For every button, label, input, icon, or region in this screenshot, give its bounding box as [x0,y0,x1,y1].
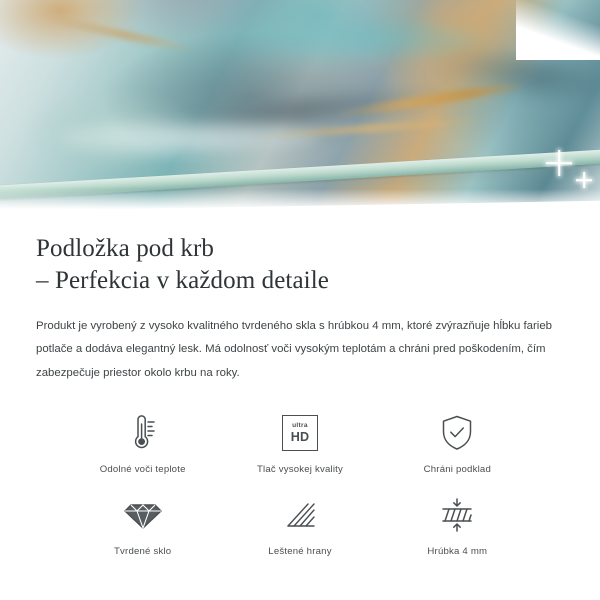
feature-label: Chráni podklad [423,464,491,476]
sparkle-icon-large [546,150,572,176]
feature-label: Tvrdené sklo [114,546,172,558]
polished-edges-icon [280,493,320,537]
headline-line-2: – Perfekcia v každom detaile [36,267,329,294]
diamond-icon [123,493,163,537]
feature-item [221,493,378,557]
hero-image [0,0,600,215]
feature-item [379,493,536,557]
thermometer-icon [124,411,162,455]
page-title [36,233,564,297]
sparkle-icon-small [576,172,592,188]
description-paragraph: Produkt je vyrobený z vysoko kvalitného tvrdeného skla s hrúbkou 4 mm, ktoré zvýrazňuje hĺbku farieb potlače a dodáva elegantný lesk. Má odolnosť voči vysokým teplotám a chráni pred poškodením, čím zabezpečuje priestor okolo krbu na roky. [36,320,552,379]
content-section [0,215,600,557]
feature-label: Tlač vysokej kvality [256,464,344,476]
feature-grid [36,411,564,557]
marble-strokes [0,0,600,215]
feature-label: Odolné voči teplote [99,464,186,476]
headline-line-1: Podložka pod krb [36,235,214,262]
feature-label: Hrúbka 4 mm [427,546,488,558]
ultra-hd-icon [282,411,318,455]
feature-label: Leštené hrany [268,546,332,558]
shield-check-icon [438,411,476,455]
thickness-arrows-icon [436,493,478,537]
feature-item [64,411,221,475]
hero-bottom-fade [0,189,600,215]
ultra-hd-badge-bottom: HD [290,429,310,444]
edge-highlight [516,0,600,60]
feature-item [64,493,221,557]
feature-item [379,411,536,475]
feature-item [221,411,378,475]
ultra-hd-badge-top: ultra [292,422,308,430]
